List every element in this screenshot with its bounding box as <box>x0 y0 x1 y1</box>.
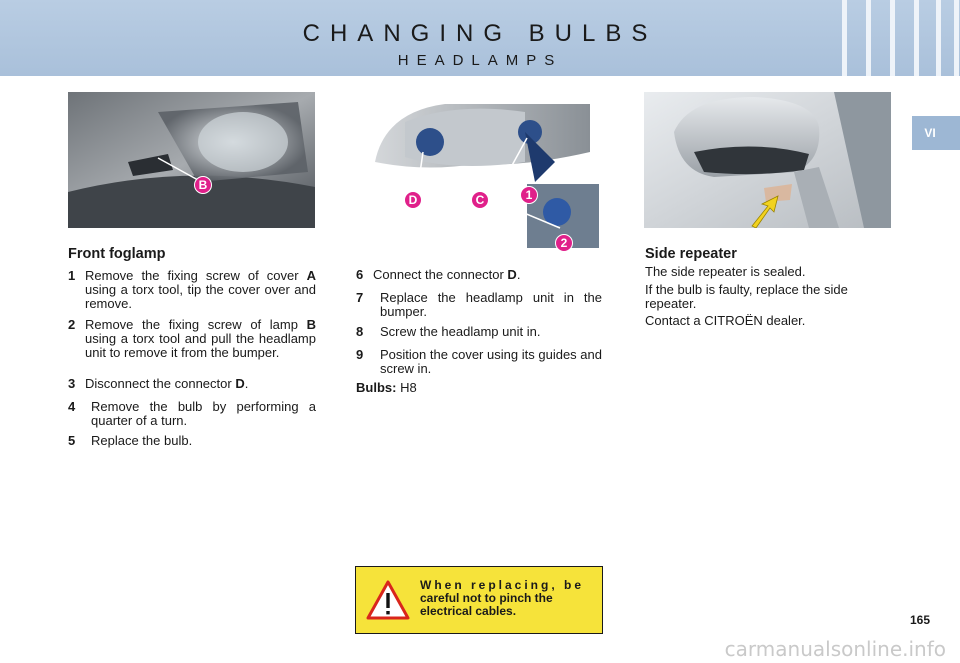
step-number: 6 <box>356 267 364 282</box>
step-ref: D <box>235 376 245 391</box>
foglamp-step-5 <box>68 434 316 448</box>
chapter-tab-label: VI <box>924 126 936 140</box>
headlamp-step-7 <box>356 291 602 319</box>
step-number: 7 <box>356 290 364 305</box>
page-subtitle: HEADLAMPS <box>397 52 563 69</box>
step-text: Replace the headlamp unit in the bumper. <box>380 290 602 319</box>
foglamp-step-3 <box>68 377 316 391</box>
foglamp-photo <box>68 92 315 228</box>
front-foglamp-title: Front foglamp <box>68 246 166 262</box>
step-text: . <box>516 267 521 282</box>
mirror-illustration <box>644 92 891 228</box>
callout-1: 1 <box>520 186 538 204</box>
step-text: Position the cover using its guides and screw in. <box>380 347 602 376</box>
warning-triangle-icon <box>366 580 410 620</box>
callout-c: C <box>471 191 489 209</box>
headlamp-photo <box>365 92 601 252</box>
step-text: using a torx tool, tip the cover over and remove. <box>85 282 316 311</box>
step-text: Remove the fixing screw of lamp <box>85 317 307 332</box>
headlamp-step-8 <box>356 325 602 339</box>
step-text: Remove the fixing screw of cover <box>85 268 307 283</box>
foglamp-step-2 <box>68 318 316 360</box>
chapter-tab[interactable] <box>912 116 960 150</box>
side-repeater-line-3: Contact a CITROËN dealer. <box>645 313 806 328</box>
headlamp-step-9 <box>356 348 602 376</box>
step-text: Replace the bulb. <box>91 433 193 448</box>
step-number: 1 <box>68 268 76 283</box>
step-number: 5 <box>68 433 76 448</box>
callout-2: 2 <box>555 234 573 252</box>
foglamp-step-4 <box>68 400 316 428</box>
step-number: 4 <box>68 399 76 414</box>
warning-box <box>355 566 603 634</box>
step-text: Screw the headlamp unit in. <box>380 324 541 339</box>
callout-b: B <box>194 176 212 194</box>
callout-d: D <box>404 191 422 209</box>
step-number: 8 <box>356 324 364 339</box>
step-number: 3 <box>68 376 76 391</box>
page-number: 165 <box>909 613 930 627</box>
step-ref: A <box>306 268 316 283</box>
foglamp-step-1 <box>68 269 316 311</box>
header-band <box>0 0 960 76</box>
warning-line-2: careful not to pinch the electrical cables. <box>420 591 553 618</box>
step-text: Disconnect the connector <box>85 376 236 391</box>
side-repeater-title: Side repeater <box>645 246 737 262</box>
headlamp-illustration <box>365 92 601 252</box>
watermark: carmanualsonline.info <box>724 637 946 661</box>
step-ref: B <box>306 317 316 332</box>
step-text: using a torx tool and pull the headlamp unit to remove it from the bumper. <box>85 331 316 360</box>
side-repeater-line-1: The side repeater is sealed. <box>645 264 806 279</box>
step-text: Remove the bulb by performing a quarter of a turn. <box>91 399 316 428</box>
headlamp-step-6 <box>356 268 602 282</box>
bulbs-spec <box>356 381 417 395</box>
side-repeater-line-2: If the bulb is faulty, replace the side repeater. <box>645 282 848 311</box>
bulbs-label: Bulbs: <box>356 380 397 395</box>
foglamp-illustration <box>68 92 315 228</box>
step-number: 9 <box>356 347 364 362</box>
warning-line-1: When replacing, be <box>420 578 585 592</box>
step-text: . <box>244 376 249 391</box>
step-number: 2 <box>68 317 76 332</box>
page-title: CHANGING BULBS <box>302 20 658 47</box>
side-repeater-photo <box>644 92 891 228</box>
step-text: Connect the connector <box>373 267 508 282</box>
warning-text <box>420 579 596 618</box>
bulbs-value: H8 <box>400 380 417 395</box>
step-ref: D <box>507 267 517 282</box>
